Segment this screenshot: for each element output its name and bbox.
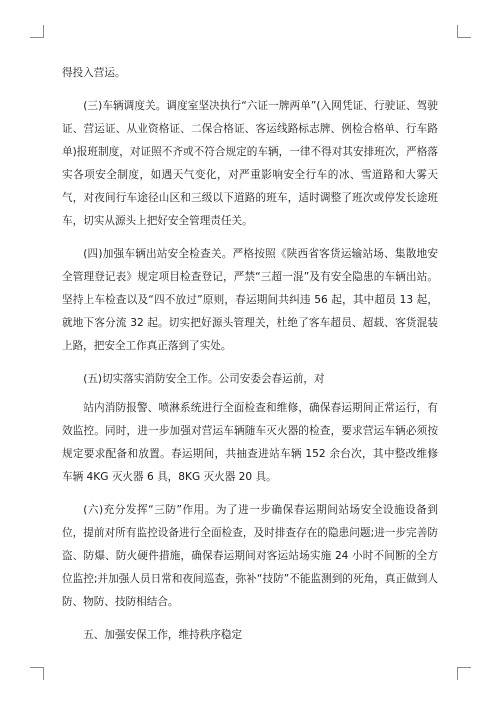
crop-mark-top-right xyxy=(457,25,471,38)
crop-mark-bottom-right xyxy=(457,667,471,680)
section-heading-security: 五、加强安保工作，维持秩序稳定 xyxy=(83,629,243,641)
paragraph-fire-safety-body: 站内消防报警、喷淋系统进行全面检查和维修，确保春运期间正常运行，有效监控。同时，进一步加强对营运车辆随车灭火器的检查，要求营运车辆必须按规定要求配备和放置。春运期间，共抽查进站车辆 152 余台次，其中整改维修车辆 4KG 灭火器 6 具，8KG 灭火器 20 具。 xyxy=(62,402,438,483)
document-body xyxy=(62,62,438,657)
paragraph-three-defenses: (六)充分发挥“三防”作用。为了进一步确保春运期间站场安全设施设备到位，提前对所有监控设备进行全面检查，及时排查存在的隐患问题;进一步完善防盗、防爆、防火硬件措施，确保春运期间对客运站场实施 24 小时不间断的全方位监控;并加强人员日常和夜间巡查，弥补“技防”不能监测到的死角，真正做到人防、物防、技防相结合。 xyxy=(62,504,438,608)
paragraph-continuation: 得投入营运。 xyxy=(62,67,126,79)
paragraph-vehicle-dispatch: (三)车辆调度关。调度室坚决执行“六证一牌两单”(入网凭证、行驶证、驾驶证、营运证、从业资格证、二保合格证、客运线路标志牌、例检合格单、行车路单)报班制度，对证照不齐或不符合规定的车辆，一律不得对其安排班次，严格落实各项安全制度，如遇天气变化，对严重影响安全行车的冰、雪道路和大雾天气，对夜间行车途径山区和三级以下道路的班车，适时调整了班次或停发长途班车，切实从源头上把好安全管理责任关。 xyxy=(62,100,438,227)
crop-mark-top-left xyxy=(30,25,44,38)
paragraph-departure-inspection: (四)加强车辆出站安全检查关。严格按照《陕西省客货运输站场、集散地安全管理登记表》规定项目检查登记，严禁“三超一混”及有安全隐患的车辆出站。坚持上车检查以及“四不放过”原则，春运期间共纠违 56 起，其中超员 13 起，就地下客分流 32 起。切实把好源头管理关，杜绝了客车超员、超载、客货混装上路，把安全工作真正落到了实处。 xyxy=(62,248,438,352)
crop-mark-bottom-left xyxy=(30,667,44,680)
paragraph-fire-safety-heading: (五)切实落实消防安全工作。公司安委会春运前，对 xyxy=(83,373,325,385)
